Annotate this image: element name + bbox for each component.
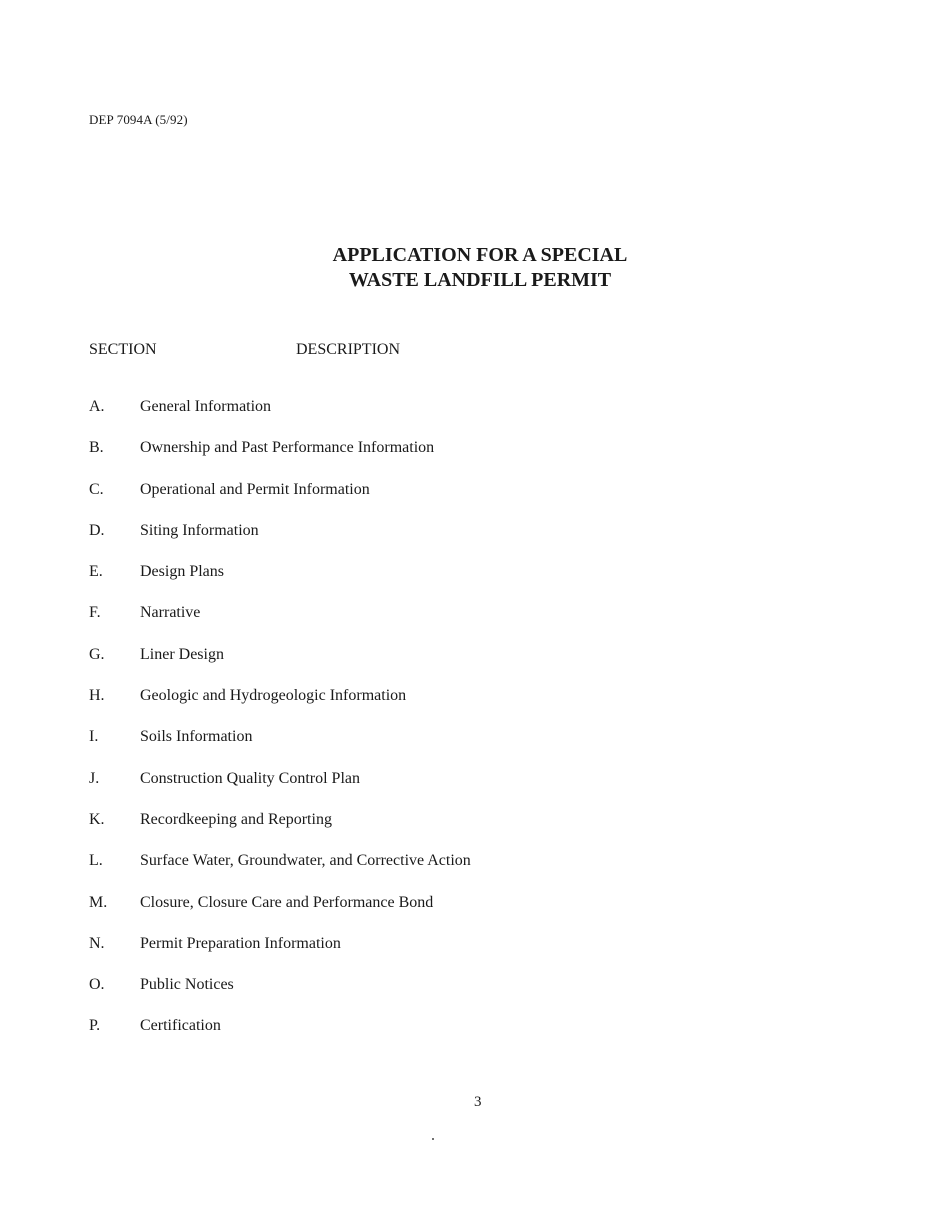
section-letter: H. [89,687,105,705]
section-row-j [0,768,950,809]
section-row-l [0,850,950,891]
section-row-f [0,602,950,643]
section-column-header: SECTION [89,341,157,358]
section-row-m [0,892,950,933]
section-description: Liner Design [140,645,224,663]
section-description: Ownership and Past Performance Information [140,439,435,457]
section-description: Construction Quality Control Plan [140,769,360,787]
section-description: Closure, Closure Care and Performance Bond [140,893,434,911]
section-row-e [0,561,950,602]
section-description: General Information [140,398,272,415]
section-description: Permit Preparation Information [140,934,341,952]
section-description: Narrative [140,604,201,622]
section-row-k [0,809,950,850]
section-description: Recordkeeping and Reporting [140,810,332,828]
document-title-line-1: APPLICATION FOR A SPECIAL [332,244,628,266]
section-description: Surface Water, Groundwater, and Corrective Action [140,852,471,870]
section-description: Geologic and Hydrogeologic Information [140,687,407,705]
section-letter: J. [89,769,100,787]
section-letter: C. [89,480,104,498]
section-letter: I. [89,728,99,746]
section-letter: D. [89,521,105,539]
section-letter: M. [89,893,108,911]
section-letter: G. [89,645,105,663]
section-description: Siting Information [140,521,259,539]
section-letter: F. [89,604,101,622]
section-letter: B. [89,439,104,457]
section-row-a [0,396,950,437]
section-letter: K. [89,810,105,828]
section-row-g [0,644,950,685]
section-letter: A. [89,398,105,415]
section-row-b [0,437,950,478]
section-description: Operational and Permit Information [140,480,370,498]
section-description: Soils Information [140,728,253,746]
section-row-n [0,933,950,974]
section-row-o [0,974,950,1015]
section-letter: L. [89,852,103,870]
section-letter: O. [89,976,105,994]
section-letter: N. [89,934,105,952]
form-code: DEP 7094A (5/92) [89,112,188,127]
page-number: 3 [474,1094,482,1110]
section-row-i [0,726,950,767]
section-description: Design Plans [140,563,224,581]
section-row-p [0,1015,950,1056]
description-column-header: DESCRIPTION [296,341,401,358]
section-row-c [0,479,950,520]
section-description: Certification [140,1017,221,1035]
sections-list [0,396,950,1057]
section-row-d [0,520,950,561]
section-letter: P. [89,1017,101,1035]
section-description: Public Notices [140,976,234,994]
scan-speck [432,1138,434,1140]
section-letter: E. [89,563,103,581]
section-row-h [0,685,950,726]
document-title-line-2: WASTE LANDFILL PERMIT [348,269,612,291]
